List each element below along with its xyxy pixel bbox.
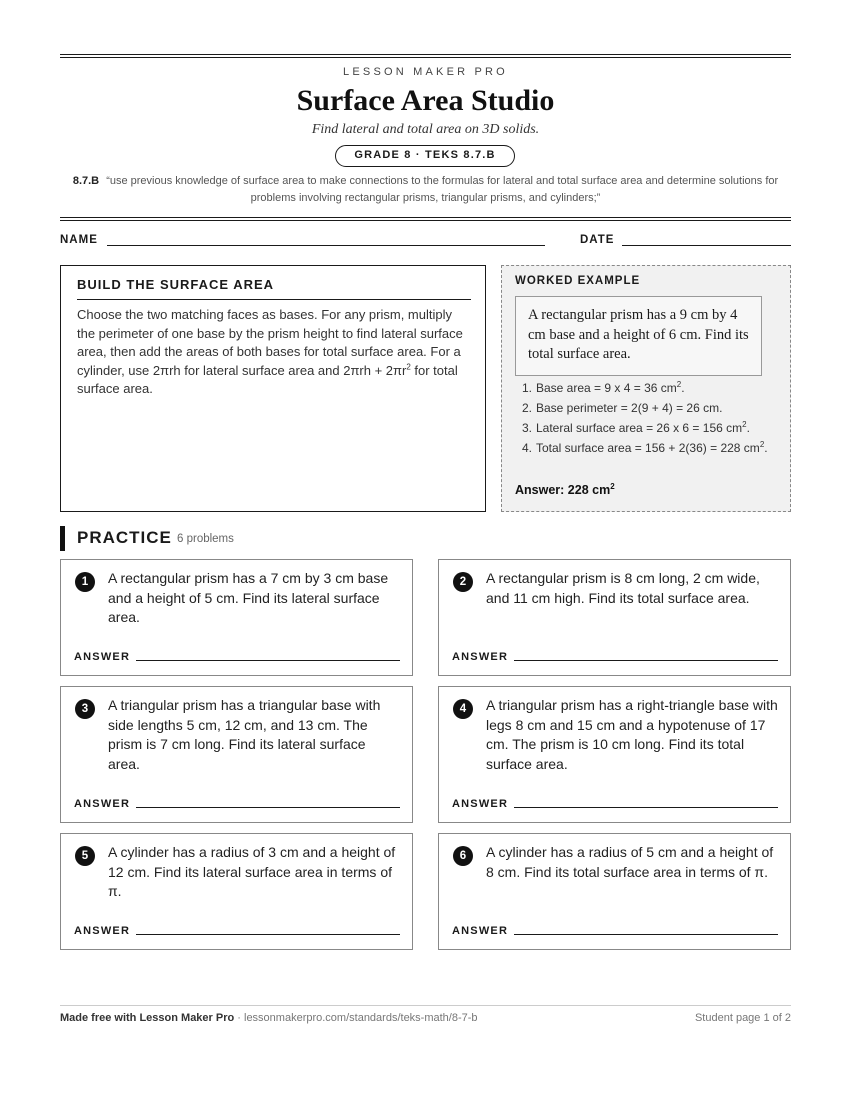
standard-text: “use previous knowledge of surface area to make connections to the formulas for lateral and total surface area and determine solutions for problems involving rectangular prisms, triangular prisms, and cylinders;” (106, 175, 779, 204)
worked-step (522, 380, 787, 397)
answer-exponent: 2 (610, 481, 615, 491)
step-text: Lateral surface area = 26 x 6 = 156 cm (536, 421, 743, 435)
build-body-end: for total surface area. (77, 362, 458, 396)
answer-label: ANSWER (452, 798, 509, 810)
page-subtitle: Find lateral and total area on 3D solids. (311, 122, 540, 137)
standard-statement (68, 173, 783, 207)
answer-label: ANSWER (74, 798, 131, 810)
step-end: . (681, 381, 685, 395)
problem-text: A cylinder has a radius of 5 cm and a height of 8 cm. Find its total surface area in terms of π. (486, 844, 774, 880)
worked-step (522, 400, 787, 417)
answer-field[interactable] (514, 934, 778, 935)
answer-field[interactable] (136, 807, 400, 808)
problem-text: A triangular prism has a right-triangle base with legs 8 cm and 15 cm and a hypotenuse of 17 cm. The prism is 10 cm long. Find its total surface area. (486, 697, 778, 772)
answer-field[interactable] (136, 934, 400, 935)
worked-step (522, 440, 787, 457)
header-bottom-double-rule (60, 217, 791, 221)
answer-field[interactable] (514, 660, 778, 661)
step-exponent: 2 (676, 380, 682, 389)
standard-code: 8.7.B (72, 175, 100, 187)
problem-text: A triangular prism has a triangular base with side lengths 5 cm, 12 cm, and 13 cm. The prism is 7 cm long. Find its lateral surface area. (108, 697, 381, 772)
problem-text: A rectangular prism is 8 cm long, 2 cm wide, and 11 cm high. Find its total surface area. (486, 570, 760, 606)
step-text: Total surface area = 156 + 2(36) = 228 cm (536, 441, 760, 455)
footer-made-with: Made free with Lesson Maker Pro (60, 1012, 235, 1024)
problem-card-4 (438, 686, 791, 823)
answer-text: Answer: 228 cm (515, 483, 611, 497)
worksheet-page (60, 0, 791, 1100)
problem-number-badge: 1 (75, 572, 95, 592)
build-title-rule (77, 299, 471, 300)
footer-url[interactable]: · lessonmakerpro.com/standards/teks-math/8-7-b (234, 1012, 478, 1024)
step-end: . (764, 441, 768, 455)
step-number: 1. (522, 381, 533, 395)
name-field[interactable] (107, 245, 545, 246)
problem-card-6 (438, 833, 791, 950)
worked-example-steps (522, 380, 787, 460)
answer-field[interactable] (136, 660, 400, 661)
step-exponent: 2 (759, 440, 765, 449)
problem-number-badge: 6 (453, 846, 473, 866)
step-number: 2. (522, 401, 533, 415)
answer-field[interactable] (514, 807, 778, 808)
problem-card-5 (60, 833, 413, 950)
build-surface-area-box (60, 265, 486, 512)
step-text: Base area = 9 x 4 = 36 cm (536, 381, 677, 395)
worked-example-problem: A rectangular prism has a 9 cm by 4 cm base and a height of 6 cm. Find its total surface area. (515, 296, 762, 376)
problem-text: A cylinder has a radius of 3 cm and a height of 12 cm. Find its lateral surface area in terms of π. (108, 844, 396, 899)
worked-example-answer (515, 483, 615, 497)
step-number: 3. (522, 421, 533, 435)
problem-card-1 (60, 559, 413, 676)
top-double-rule (60, 54, 791, 58)
problem-number-badge: 5 (75, 846, 95, 866)
name-label: NAME (60, 234, 98, 246)
build-instructions (77, 306, 471, 399)
date-field[interactable] (622, 245, 791, 246)
answer-label: ANSWER (452, 651, 509, 663)
problem-number-badge: 3 (75, 699, 95, 719)
date-label: DATE (580, 234, 615, 246)
footer-credit (60, 1012, 478, 1024)
footer-rule (60, 1005, 791, 1006)
worked-example-title: WORKED EXAMPLE (515, 275, 641, 287)
step-end: . (746, 421, 750, 435)
answer-label: ANSWER (452, 925, 509, 937)
build-title: BUILD THE SURFACE AREA (77, 277, 275, 292)
page-title: Surface Area Studio (296, 84, 555, 117)
brand-name: LESSON MAKER PRO (343, 66, 508, 78)
build-body-text: Choose the two matching faces as bases. For any prism, multiply the perimeter of one base by the prism height to find lateral surface area, then add the areas of both bases for total surface area. For a cylinder, use 2πrh for lateral surface area and 2πrh + 2πr (77, 307, 463, 378)
problem-number-badge: 4 (453, 699, 473, 719)
step-text: Base perimeter = 2(9 + 4) = 26 cm. (536, 401, 723, 415)
practice-title: PRACTICE (77, 528, 172, 547)
problem-number-badge: 2 (453, 572, 473, 592)
step-number: 4. (522, 441, 533, 455)
answer-label: ANSWER (74, 651, 131, 663)
build-body-exponent: 2 (406, 362, 411, 372)
problem-text: A rectangular prism has a 7 cm by 3 cm base and a height of 5 cm. Find its lateral surface area. (108, 570, 389, 625)
practice-accent-bar (60, 526, 65, 551)
step-exponent: 2 (742, 420, 747, 429)
problem-card-3 (60, 686, 413, 823)
worked-example-box (501, 265, 791, 512)
answer-label: ANSWER (74, 925, 131, 937)
footer-page-number: Student page 1 of 2 (694, 1012, 791, 1024)
grade-badge: GRADE 8 · TEKS 8.7.B (335, 145, 515, 167)
worked-step (522, 420, 787, 437)
practice-count: 6 problems (177, 533, 234, 545)
problem-card-2 (438, 559, 791, 676)
